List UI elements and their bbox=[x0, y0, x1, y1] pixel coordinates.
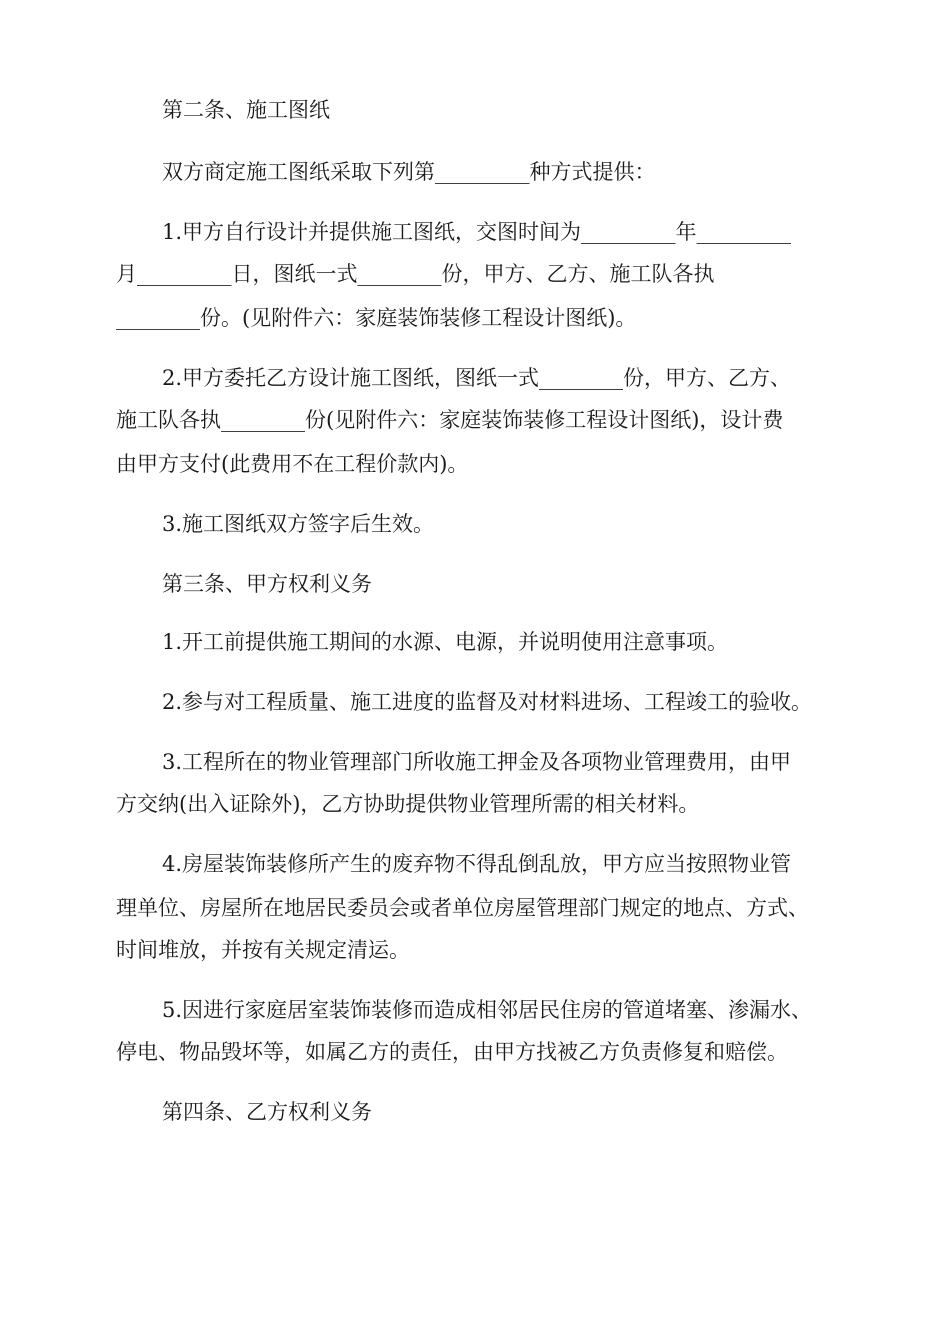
paragraph-line: 理单位、房屋所在地居民委员会或者单位房屋管理部门规定的地点、方式、 bbox=[116, 896, 809, 920]
paragraph-line: 时间堆放，并按有关规定清运。 bbox=[116, 938, 410, 962]
paragraph-line: 施工队各执________份(见附件六：家庭装饰装修工程设计图纸)，设计费 bbox=[116, 408, 784, 432]
paragraph-line: 2.甲方委托乙方设计施工图纸，图纸一式________份，甲方、乙方、 bbox=[162, 366, 792, 390]
section-heading-4: 第四条、乙方权利义务 bbox=[162, 1100, 372, 1124]
paragraph-line: 双方商定施工图纸采取下列第_________种方式提供： bbox=[162, 160, 656, 184]
paragraph-line: 由甲方支付(此费用不在工程价款内)。 bbox=[116, 452, 469, 476]
paragraph-line: 1.开工前提供施工期间的水源、电源，并说明使用注意事项。 bbox=[162, 630, 729, 654]
section-heading-3: 第三条、甲方权利义务 bbox=[162, 572, 372, 596]
paragraph-line: 2.参与对工程质量、施工进度的监督及对材料进场、工程竣工的验收。 bbox=[162, 690, 813, 714]
paragraph-line: 1.甲方自行设计并提供施工图纸，交图时间为_________年_________ bbox=[162, 220, 792, 244]
paragraph-line: 月_________日，图纸一式________份，甲方、乙方、施工队各执 bbox=[116, 262, 715, 286]
paragraph-line: 4.房屋装饰装修所产生的废弃物不得乱倒乱放，甲方应当按照物业管 bbox=[162, 852, 792, 876]
section-heading-2: 第二条、施工图纸 bbox=[162, 98, 330, 122]
paragraph-line: 3.施工图纸双方签字后生效。 bbox=[162, 512, 435, 536]
paragraph-line: 停电、物品毁坏等，如属乙方的责任，由甲方找被乙方负责修复和赔偿。 bbox=[116, 1040, 788, 1064]
paragraph-line: ________份。(见附件六：家庭装饰装修工程设计图纸)。 bbox=[116, 306, 637, 330]
paragraph-line: 3.工程所在的物业管理部门所收施工押金及各项物业管理费用，由甲 bbox=[162, 750, 792, 774]
paragraph-line: 5.因进行家庭居室装饰装修而造成相邻居民住房的管道堵塞、渗漏水、 bbox=[162, 998, 813, 1022]
paragraph-line: 方交纳(出入证除外)，乙方协助提供物业管理所需的相关材料。 bbox=[116, 792, 700, 816]
